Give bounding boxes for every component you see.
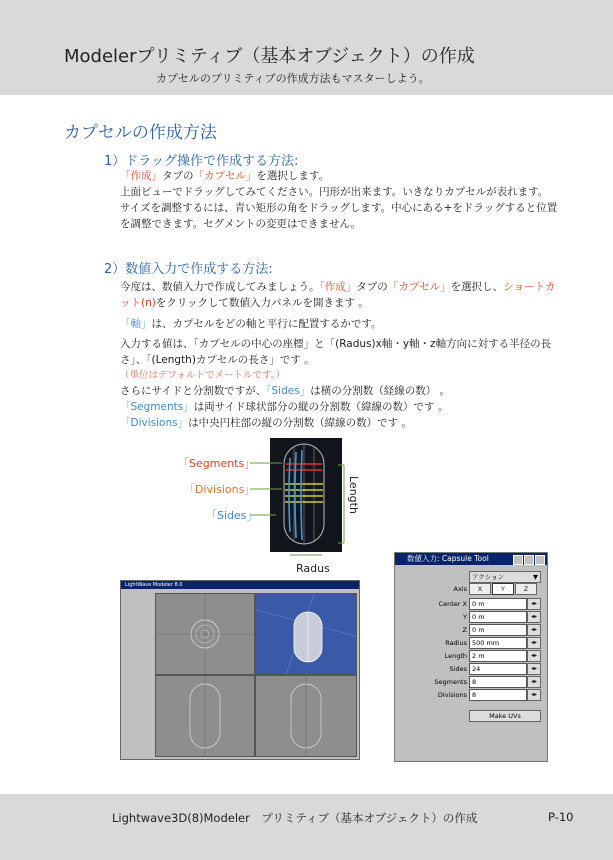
- field-row: [395, 624, 547, 636]
- arrows-icon[interactable]: ◂▸: [527, 611, 541, 623]
- field-label: Y: [463, 613, 467, 621]
- field-row: [395, 676, 547, 688]
- text-segment: は両サイド球状部分の縦の分割数（緯線の数）です 。: [193, 401, 449, 413]
- axis-label: Axis: [453, 585, 467, 593]
- axis-z-button[interactable]: Z: [515, 583, 537, 595]
- subsection-numeric-title: 2）数値入力で作成する方法:: [104, 262, 273, 277]
- field-row: [395, 689, 547, 701]
- arrows-icon[interactable]: ◂▸: [527, 624, 541, 636]
- field-label: Center X: [438, 600, 467, 608]
- text-segment: を選択します。: [256, 170, 330, 182]
- panel-title: 数値入力: Capsule Tool: [407, 554, 489, 563]
- field-label: Length: [444, 652, 467, 660]
- divisions-field[interactable]: 8: [469, 689, 527, 701]
- numeric-input-panel: [394, 552, 548, 762]
- field-label: Z: [462, 626, 467, 634]
- axis-text: 「軸」: [120, 318, 152, 330]
- viewport-back: [155, 675, 255, 757]
- arrows-icon[interactable]: ◂▸: [527, 663, 541, 675]
- paragraph-drag: [120, 168, 560, 232]
- field-row: [395, 637, 547, 649]
- field-row: [395, 663, 547, 675]
- unit-note: （単位はデフォルトでメートルです。）: [120, 370, 286, 381]
- center-x-field[interactable]: 0 m: [469, 598, 527, 610]
- field-label: Radius: [445, 639, 467, 647]
- capsule-text: 「カプセル」: [193, 170, 257, 182]
- page-title: Modelerプリミティブ（基本オブジェクト）の作成: [64, 46, 475, 67]
- viewport-right: [255, 675, 357, 757]
- close-icon[interactable]: [535, 555, 545, 565]
- text-segment: タブの: [356, 281, 388, 293]
- axis-x-button[interactable]: X: [469, 583, 491, 595]
- page-subtitle: カプセルのプリミティブの作成方法もマスターしよう。: [156, 72, 430, 85]
- center-z-field[interactable]: 0 m: [469, 624, 527, 636]
- divisions-line-3: [120, 415, 560, 431]
- minimize-icon[interactable]: [513, 555, 523, 565]
- shortcut-text: ショートカット(n): [120, 281, 556, 309]
- create-tab-text: 「作成」: [319, 281, 357, 293]
- arrows-icon[interactable]: ◂▸: [527, 676, 541, 688]
- arrows-icon[interactable]: ◂▸: [527, 637, 541, 649]
- length-field[interactable]: 2 m: [469, 650, 527, 662]
- divisions-line-2: [120, 399, 560, 415]
- action-dropdown[interactable]: [469, 571, 541, 583]
- divisions-line-1: [120, 383, 560, 399]
- sides-field[interactable]: 24: [469, 663, 527, 675]
- make-uvs-button[interactable]: Make UVs: [469, 710, 541, 722]
- drag-line-3: サイズを調整するには、青い矩形の角をドラッグします。中心にある+をドラッグすると位置を調整できます。セグメントの変更はできません。: [120, 202, 558, 230]
- paragraph-values: [120, 336, 560, 384]
- drag-line-2: 上面ビューでドラッグしてみてください。円形が出来ます。いきなりカプセルが表れます。: [120, 186, 549, 198]
- modeler-toolbar: [123, 593, 151, 753]
- modeler-titlebar: LightWave Modeler 8.0: [121, 581, 359, 589]
- field-label: Divisions: [437, 691, 467, 699]
- sides-label: 「Sides」: [206, 509, 258, 522]
- text-segment: は中央円柱部の縦の分割数（緯線の数）です 。: [188, 417, 412, 429]
- field-label: Sides: [449, 665, 467, 673]
- figure-leader-lines: [250, 455, 350, 565]
- text-segment: は横の分割数（経線の数） 。: [310, 385, 451, 397]
- viewport-perspective: [255, 593, 357, 675]
- text-segment: を選択し、: [450, 281, 504, 293]
- segments-text: 「Segments」: [120, 401, 194, 413]
- divisions-text: 「Divisions」: [120, 417, 189, 429]
- length-label: Length: [347, 476, 360, 514]
- top-view-circle: [156, 594, 254, 674]
- radus-label: Radus: [296, 562, 330, 575]
- capsule-text: 「カプセル」: [387, 281, 451, 293]
- text-segment: をクリックして数値入力パネルを開きます 。: [155, 297, 369, 309]
- field-row: [395, 611, 547, 623]
- footer-title: Lightwave3D(8)Modeler プリミティブ（基本オブジェクト）の作成: [112, 811, 478, 825]
- field-label: Segments: [434, 678, 467, 686]
- right-view-capsule: [256, 676, 356, 756]
- footer-band: [0, 794, 613, 860]
- action-dropdown-value: アクション: [472, 573, 505, 581]
- text-segment: 今度は、数値入力で作成してみましょう。: [120, 281, 320, 293]
- arrows-icon[interactable]: ◂▸: [527, 689, 541, 701]
- arrows-icon[interactable]: ◂▸: [527, 598, 541, 610]
- paragraph-axis: [120, 316, 560, 332]
- chevron-down-icon: ▼: [533, 573, 538, 581]
- center-y-field[interactable]: 0 m: [469, 611, 527, 623]
- modeler-screenshot: [120, 580, 360, 760]
- segments-label: 「Segments」: [178, 457, 256, 470]
- sides-text: 「Sides」: [266, 385, 311, 397]
- divisions-label: 「Divisions」: [184, 483, 256, 496]
- radius-field[interactable]: 500 mm: [469, 637, 527, 649]
- maximize-icon[interactable]: [524, 555, 534, 565]
- panel-titlebar: [395, 553, 547, 565]
- back-view-capsule: [156, 676, 254, 756]
- perspective-capsule: [256, 594, 356, 674]
- text-segment: さらにサイドと分割数ですが、: [120, 385, 267, 397]
- subsection-drag-title: 1）ドラッグ操作で作成する方法:: [104, 154, 299, 169]
- section-title: カプセルの作成方法: [64, 123, 217, 143]
- paragraph-divisions: [120, 383, 560, 431]
- paragraph-numeric: [120, 279, 560, 311]
- create-tab-text: 「作成」: [120, 170, 162, 182]
- axis-y-button[interactable]: Y: [492, 583, 514, 595]
- segments-field[interactable]: 8: [469, 676, 527, 688]
- text-segment: タブの: [162, 170, 194, 182]
- drag-line-1: [120, 168, 560, 184]
- values-text: 入力する値は、「カプセルの中心の座標」と「(Radus)x軸・y軸・z軸方向に対する半径の長さ」、「(Length)カプセルの長さ」です 。: [120, 338, 552, 366]
- field-row: [395, 650, 547, 662]
- page-number: P-10: [548, 810, 574, 824]
- field-row: [395, 598, 547, 610]
- arrows-icon[interactable]: ◂▸: [527, 650, 541, 662]
- axis-row: [395, 583, 547, 595]
- viewport-top: [155, 593, 255, 675]
- text-segment: は、カプセルをどの軸と平行に配置するかです。: [151, 318, 382, 330]
